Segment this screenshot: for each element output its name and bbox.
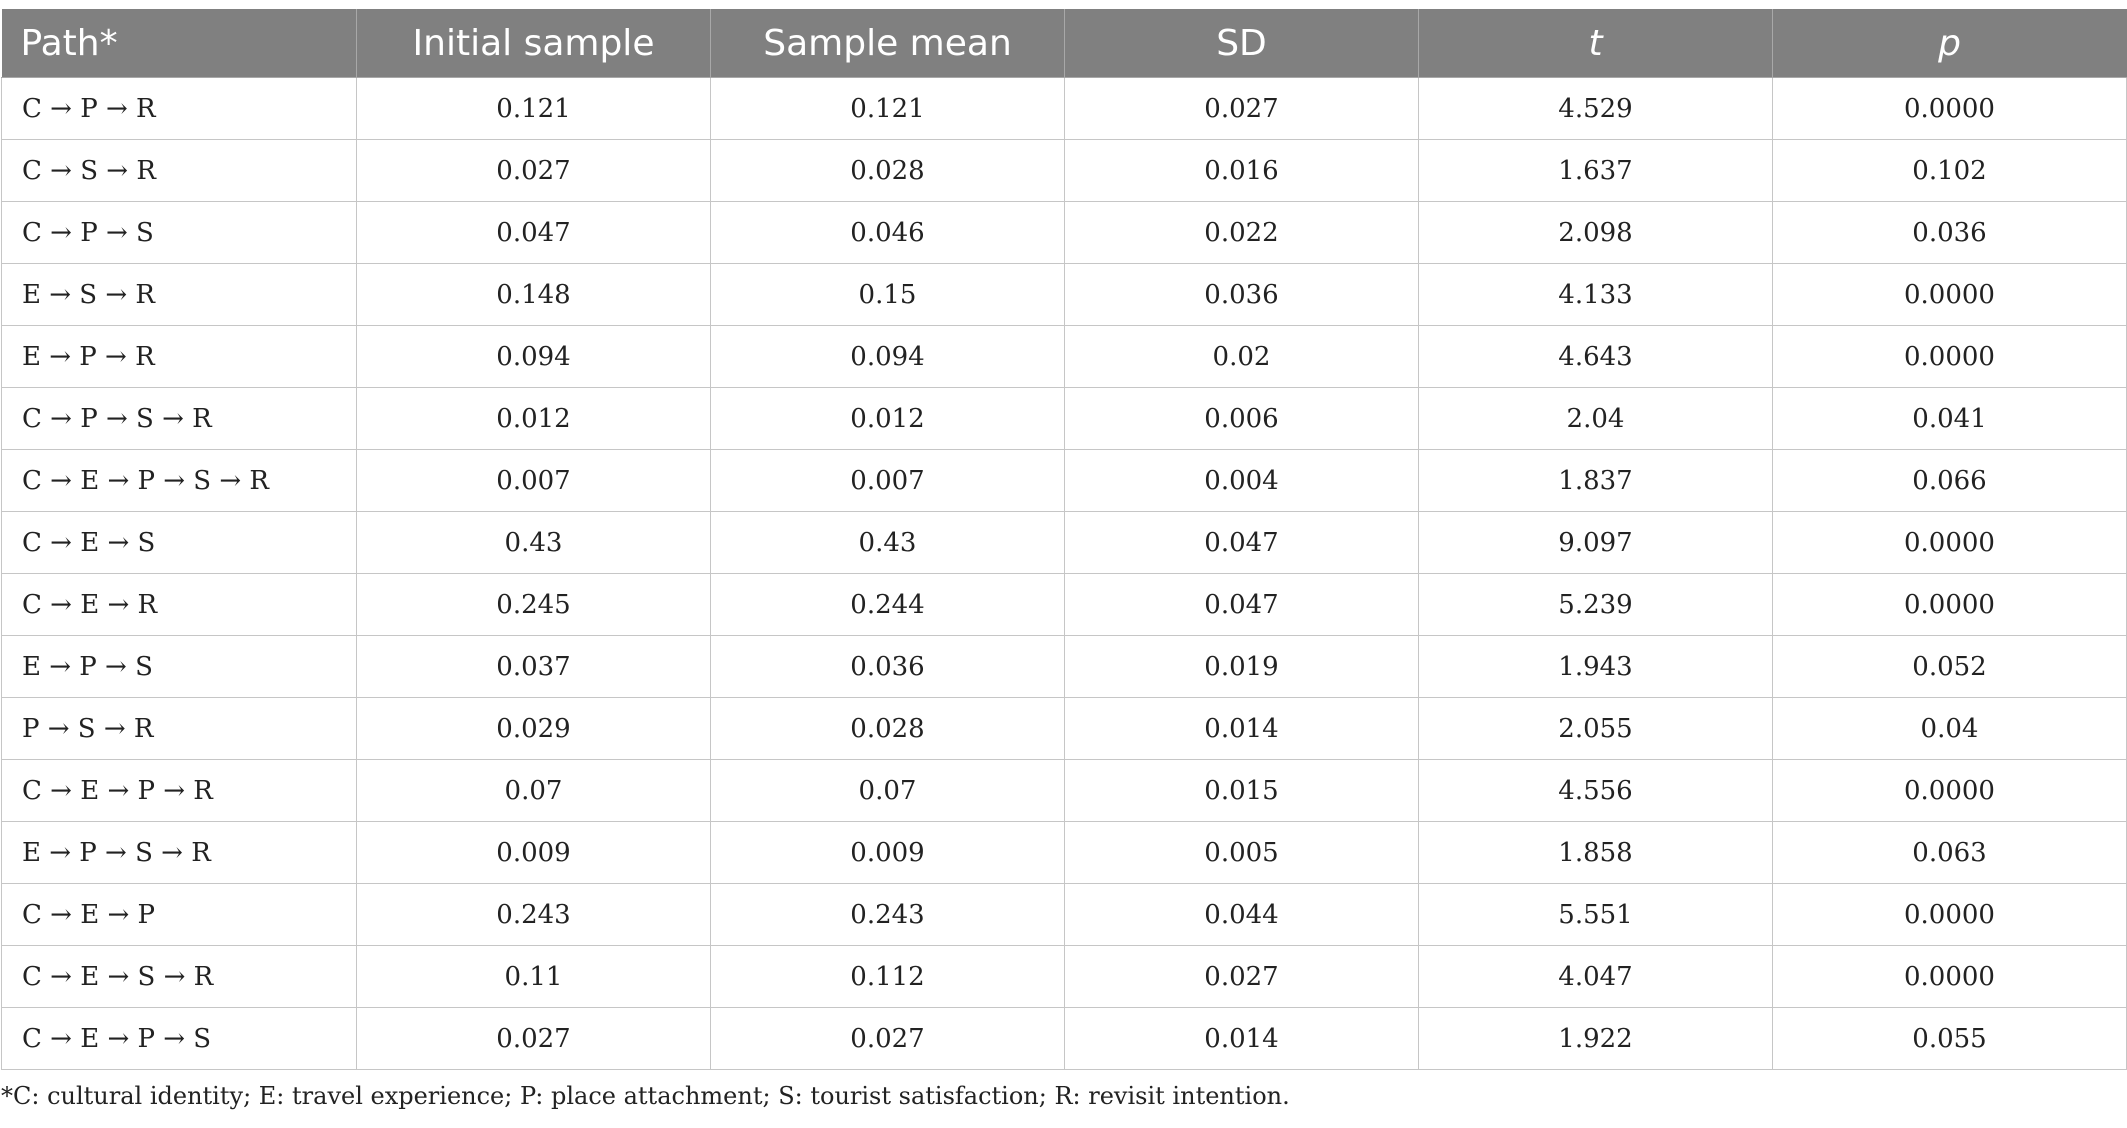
header-initial-sample: Initial sample <box>357 9 711 78</box>
cell-p: 0.066 <box>1773 450 2127 512</box>
header-sd: SD <box>1065 9 1419 78</box>
table-footnote: *C: cultural identity; E: travel experience; P: place attachment; S: tourist satisfaction; R: revisit intention. <box>1 1082 1290 1110</box>
cell-initial-sample: 0.027 <box>357 140 711 202</box>
cell-t: 5.551 <box>1419 884 1773 946</box>
cell-t: 1.858 <box>1419 822 1773 884</box>
table-row <box>2 884 2127 946</box>
cell-sd: 0.014 <box>1065 1008 1419 1070</box>
cell-t: 9.097 <box>1419 512 1773 574</box>
mediation-path-table-container <box>1 9 2126 1070</box>
mediation-path-table <box>1 9 2127 1070</box>
cell-t: 1.637 <box>1419 140 1773 202</box>
cell-sample-mean: 0.046 <box>711 202 1065 264</box>
table-row <box>2 636 2127 698</box>
cell-t: 2.098 <box>1419 202 1773 264</box>
cell-path: E → P → S → R <box>2 822 357 884</box>
cell-sd: 0.036 <box>1065 264 1419 326</box>
cell-path: C → P → S <box>2 202 357 264</box>
cell-p: 0.0000 <box>1773 78 2127 140</box>
table-row <box>2 574 2127 636</box>
cell-p: 0.052 <box>1773 636 2127 698</box>
cell-sd: 0.022 <box>1065 202 1419 264</box>
cell-path: C → E → P → S → R <box>2 450 357 512</box>
cell-sd: 0.005 <box>1065 822 1419 884</box>
table-row <box>2 946 2127 1008</box>
cell-path: C → E → S → R <box>2 946 357 1008</box>
cell-path: C → E → P <box>2 884 357 946</box>
cell-path: C → E → S <box>2 512 357 574</box>
cell-t: 1.943 <box>1419 636 1773 698</box>
cell-t: 1.922 <box>1419 1008 1773 1070</box>
cell-sd: 0.014 <box>1065 698 1419 760</box>
header-sample-mean: Sample mean <box>711 9 1065 78</box>
cell-sample-mean: 0.094 <box>711 326 1065 388</box>
cell-p: 0.102 <box>1773 140 2127 202</box>
table-row <box>2 1008 2127 1070</box>
cell-p: 0.0000 <box>1773 760 2127 822</box>
cell-initial-sample: 0.243 <box>357 884 711 946</box>
cell-sample-mean: 0.121 <box>711 78 1065 140</box>
cell-sample-mean: 0.112 <box>711 946 1065 1008</box>
cell-initial-sample: 0.121 <box>357 78 711 140</box>
cell-p: 0.0000 <box>1773 512 2127 574</box>
cell-path: E → S → R <box>2 264 357 326</box>
cell-initial-sample: 0.047 <box>357 202 711 264</box>
cell-path: C → E → P → R <box>2 760 357 822</box>
cell-t: 1.837 <box>1419 450 1773 512</box>
cell-path: C → E → R <box>2 574 357 636</box>
header-row <box>2 9 2127 78</box>
table-row <box>2 512 2127 574</box>
cell-path: C → S → R <box>2 140 357 202</box>
cell-initial-sample: 0.11 <box>357 946 711 1008</box>
cell-t: 2.04 <box>1419 388 1773 450</box>
table-row <box>2 698 2127 760</box>
cell-t: 4.047 <box>1419 946 1773 1008</box>
cell-initial-sample: 0.43 <box>357 512 711 574</box>
cell-p: 0.0000 <box>1773 574 2127 636</box>
cell-sample-mean: 0.43 <box>711 512 1065 574</box>
cell-sd: 0.004 <box>1065 450 1419 512</box>
cell-t: 4.133 <box>1419 264 1773 326</box>
cell-initial-sample: 0.094 <box>357 326 711 388</box>
cell-path: E → P → R <box>2 326 357 388</box>
table-row <box>2 326 2127 388</box>
table-row <box>2 140 2127 202</box>
cell-initial-sample: 0.037 <box>357 636 711 698</box>
cell-sample-mean: 0.15 <box>711 264 1065 326</box>
cell-p: 0.041 <box>1773 388 2127 450</box>
cell-t: 5.239 <box>1419 574 1773 636</box>
cell-sd: 0.006 <box>1065 388 1419 450</box>
cell-path: C → P → R <box>2 78 357 140</box>
cell-t: 4.529 <box>1419 78 1773 140</box>
cell-sd: 0.027 <box>1065 78 1419 140</box>
cell-p: 0.055 <box>1773 1008 2127 1070</box>
cell-initial-sample: 0.007 <box>357 450 711 512</box>
cell-sd: 0.02 <box>1065 326 1419 388</box>
table-row <box>2 822 2127 884</box>
cell-sd: 0.047 <box>1065 512 1419 574</box>
cell-initial-sample: 0.245 <box>357 574 711 636</box>
table-body <box>2 78 2127 1070</box>
cell-sample-mean: 0.009 <box>711 822 1065 884</box>
table-row <box>2 264 2127 326</box>
cell-initial-sample: 0.148 <box>357 264 711 326</box>
cell-sd: 0.027 <box>1065 946 1419 1008</box>
header-path: Path* <box>2 9 357 78</box>
cell-sample-mean: 0.012 <box>711 388 1065 450</box>
cell-initial-sample: 0.009 <box>357 822 711 884</box>
cell-t: 4.643 <box>1419 326 1773 388</box>
cell-t: 2.055 <box>1419 698 1773 760</box>
cell-p: 0.063 <box>1773 822 2127 884</box>
cell-p: 0.0000 <box>1773 884 2127 946</box>
cell-p: 0.0000 <box>1773 326 2127 388</box>
cell-initial-sample: 0.012 <box>357 388 711 450</box>
cell-sample-mean: 0.036 <box>711 636 1065 698</box>
table-row <box>2 388 2127 450</box>
table-row <box>2 450 2127 512</box>
cell-sample-mean: 0.07 <box>711 760 1065 822</box>
cell-initial-sample: 0.027 <box>357 1008 711 1070</box>
cell-path: E → P → S <box>2 636 357 698</box>
cell-initial-sample: 0.07 <box>357 760 711 822</box>
cell-p: 0.0000 <box>1773 264 2127 326</box>
header-p: p <box>1773 9 2127 78</box>
cell-p: 0.036 <box>1773 202 2127 264</box>
cell-sample-mean: 0.028 <box>711 140 1065 202</box>
table-row <box>2 202 2127 264</box>
cell-sample-mean: 0.027 <box>711 1008 1065 1070</box>
cell-initial-sample: 0.029 <box>357 698 711 760</box>
cell-p: 0.0000 <box>1773 946 2127 1008</box>
cell-sample-mean: 0.007 <box>711 450 1065 512</box>
cell-sample-mean: 0.243 <box>711 884 1065 946</box>
cell-sample-mean: 0.028 <box>711 698 1065 760</box>
cell-sd: 0.047 <box>1065 574 1419 636</box>
cell-path: C → P → S → R <box>2 388 357 450</box>
header-t: t <box>1419 9 1773 78</box>
cell-sd: 0.044 <box>1065 884 1419 946</box>
table-row <box>2 78 2127 140</box>
cell-sd: 0.019 <box>1065 636 1419 698</box>
cell-path: C → E → P → S <box>2 1008 357 1070</box>
cell-sample-mean: 0.244 <box>711 574 1065 636</box>
cell-p: 0.04 <box>1773 698 2127 760</box>
cell-t: 4.556 <box>1419 760 1773 822</box>
cell-sd: 0.016 <box>1065 140 1419 202</box>
cell-path: P → S → R <box>2 698 357 760</box>
table-row <box>2 760 2127 822</box>
cell-sd: 0.015 <box>1065 760 1419 822</box>
table-header <box>2 9 2127 78</box>
